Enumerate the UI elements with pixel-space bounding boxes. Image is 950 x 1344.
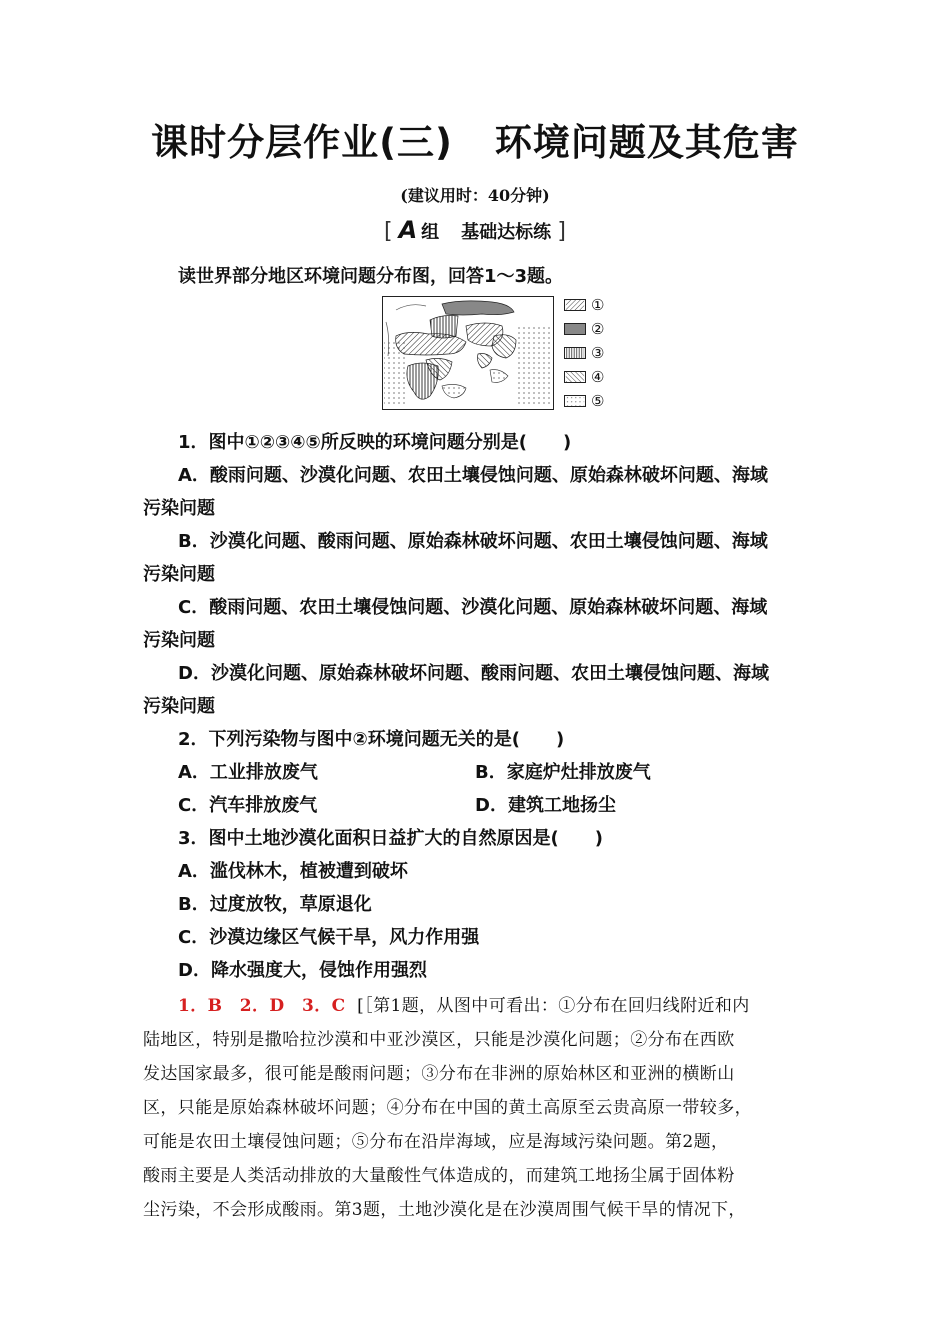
legend-swatch-hatch xyxy=(564,299,586,311)
group-bracket-right: ] xyxy=(557,219,567,244)
q1-option-c: C．酸雨问题、农田土壤侵蚀问题、沙漠化问题、原始森林破坏问题、海域 xyxy=(178,597,768,618)
q3-option-d: D．降水强度大，侵蚀作用强烈 xyxy=(178,960,427,981)
legend-item xyxy=(564,344,624,362)
legend-label: ① xyxy=(591,296,605,314)
q3-option-a: A．滥伐林木，植被遭到破坏 xyxy=(178,861,408,882)
legend-swatch-vertical xyxy=(564,347,586,359)
map-legend xyxy=(564,296,624,416)
legend-item xyxy=(564,296,624,314)
legend-swatch-backhatch xyxy=(564,371,586,383)
answer-line-4: 区，只能是原始森林破坏问题；④分布在中国的黄土高原至云贵高原一带较多， xyxy=(143,1098,752,1118)
q2-option-d: D．建筑工地扬尘 xyxy=(475,795,616,816)
answer-line-1 xyxy=(178,991,750,1016)
map-ocean-dots xyxy=(518,326,552,406)
legend-label: ⑤ xyxy=(591,392,605,410)
page-title xyxy=(0,112,950,166)
q1-option-d: D．沙漠化问题、原始森林破坏问题、酸雨问题、农田土壤侵蚀问题、海域 xyxy=(178,663,769,684)
legend-label: ② xyxy=(591,320,605,338)
q1-option-d-cont: 污染问题 xyxy=(143,696,215,717)
title-part1: 课时分层作业(三) xyxy=(151,121,453,164)
question-1-stem: 1．图中①②③④⑤所反映的环境问题分别是( ) xyxy=(178,432,572,453)
q1-option-b-cont: 污染问题 xyxy=(143,564,215,585)
legend-item xyxy=(564,368,624,386)
q1-option-a-cont: 污染问题 xyxy=(143,498,215,519)
answer-keys: 1．B 2．D 3．C xyxy=(178,996,346,1016)
q2-option-c: C．汽车排放废气 xyxy=(178,795,318,816)
q3-option-b: B．过度放牧，草原退化 xyxy=(178,894,372,915)
legend-item xyxy=(564,392,624,410)
group-name: 基础达标练 xyxy=(461,222,552,243)
time-note: (建议用时：40分钟) xyxy=(400,186,550,205)
answer-line-7: 尘污染，不会形成酸雨。第3题，土地沙漠化是在沙漠周围气候干旱的情况下， xyxy=(143,1200,746,1220)
q1-option-b: B．沙漠化问题、酸雨问题、原始森林破坏问题、农田土壤侵蚀问题、海域 xyxy=(178,531,768,552)
answer-line-2: 陆地区，特别是撒哈拉沙漠和中亚沙漠区，只能是沙漠化问题；②分布在西欧 xyxy=(143,1030,735,1050)
title-part2: 环境问题及其危害 xyxy=(494,121,799,164)
group-label: 组 xyxy=(421,222,440,243)
legend-item xyxy=(564,320,624,338)
world-environment-map xyxy=(382,296,554,410)
answer-line-6: 酸雨主要是人类活动排放的大量酸性气体造成的，而建筑工地扬尘属于固体粉 xyxy=(143,1166,735,1186)
group-bracket-left: [ xyxy=(383,219,393,244)
q1-option-c-cont: 污染问题 xyxy=(143,630,215,651)
legend-swatch-dots xyxy=(564,395,586,407)
q2-option-a: A．工业排放废气 xyxy=(178,762,318,783)
answer-text: [［第1题，从图中可看出：①分布在回归线附近和内 xyxy=(357,996,750,1016)
q1-option-a: A．酸雨问题、沙漠化问题、农田土壤侵蚀问题、原始森林破坏问题、海域 xyxy=(178,465,768,486)
q2-option-b: B．家庭炉灶排放废气 xyxy=(475,762,651,783)
question-2-stem: 2．下列污染物与图中②环境问题无关的是( ) xyxy=(178,729,565,750)
answer-line-5: 可能是农田土壤侵蚀问题；⑤分布在沿岸海域，应是海域污染问题。第2题， xyxy=(143,1132,729,1152)
group-heading xyxy=(0,216,950,244)
legend-swatch-solid xyxy=(564,323,586,335)
intro-text: 读世界部分地区环境问题分布图，回答1～3题。 xyxy=(178,266,564,287)
legend-label: ③ xyxy=(591,344,605,362)
group-glyph: A xyxy=(398,216,418,244)
q3-option-c: C．沙漠边缘区气候干旱，风力作用强 xyxy=(178,927,480,948)
question-3-stem: 3．图中土地沙漠化面积日益扩大的自然原因是( ) xyxy=(178,828,603,849)
answer-line-3: 发达国家最多，很可能是酸雨问题；③分布在非洲的原始林区和亚洲的横断山 xyxy=(143,1064,735,1084)
legend-label: ④ xyxy=(591,368,605,386)
